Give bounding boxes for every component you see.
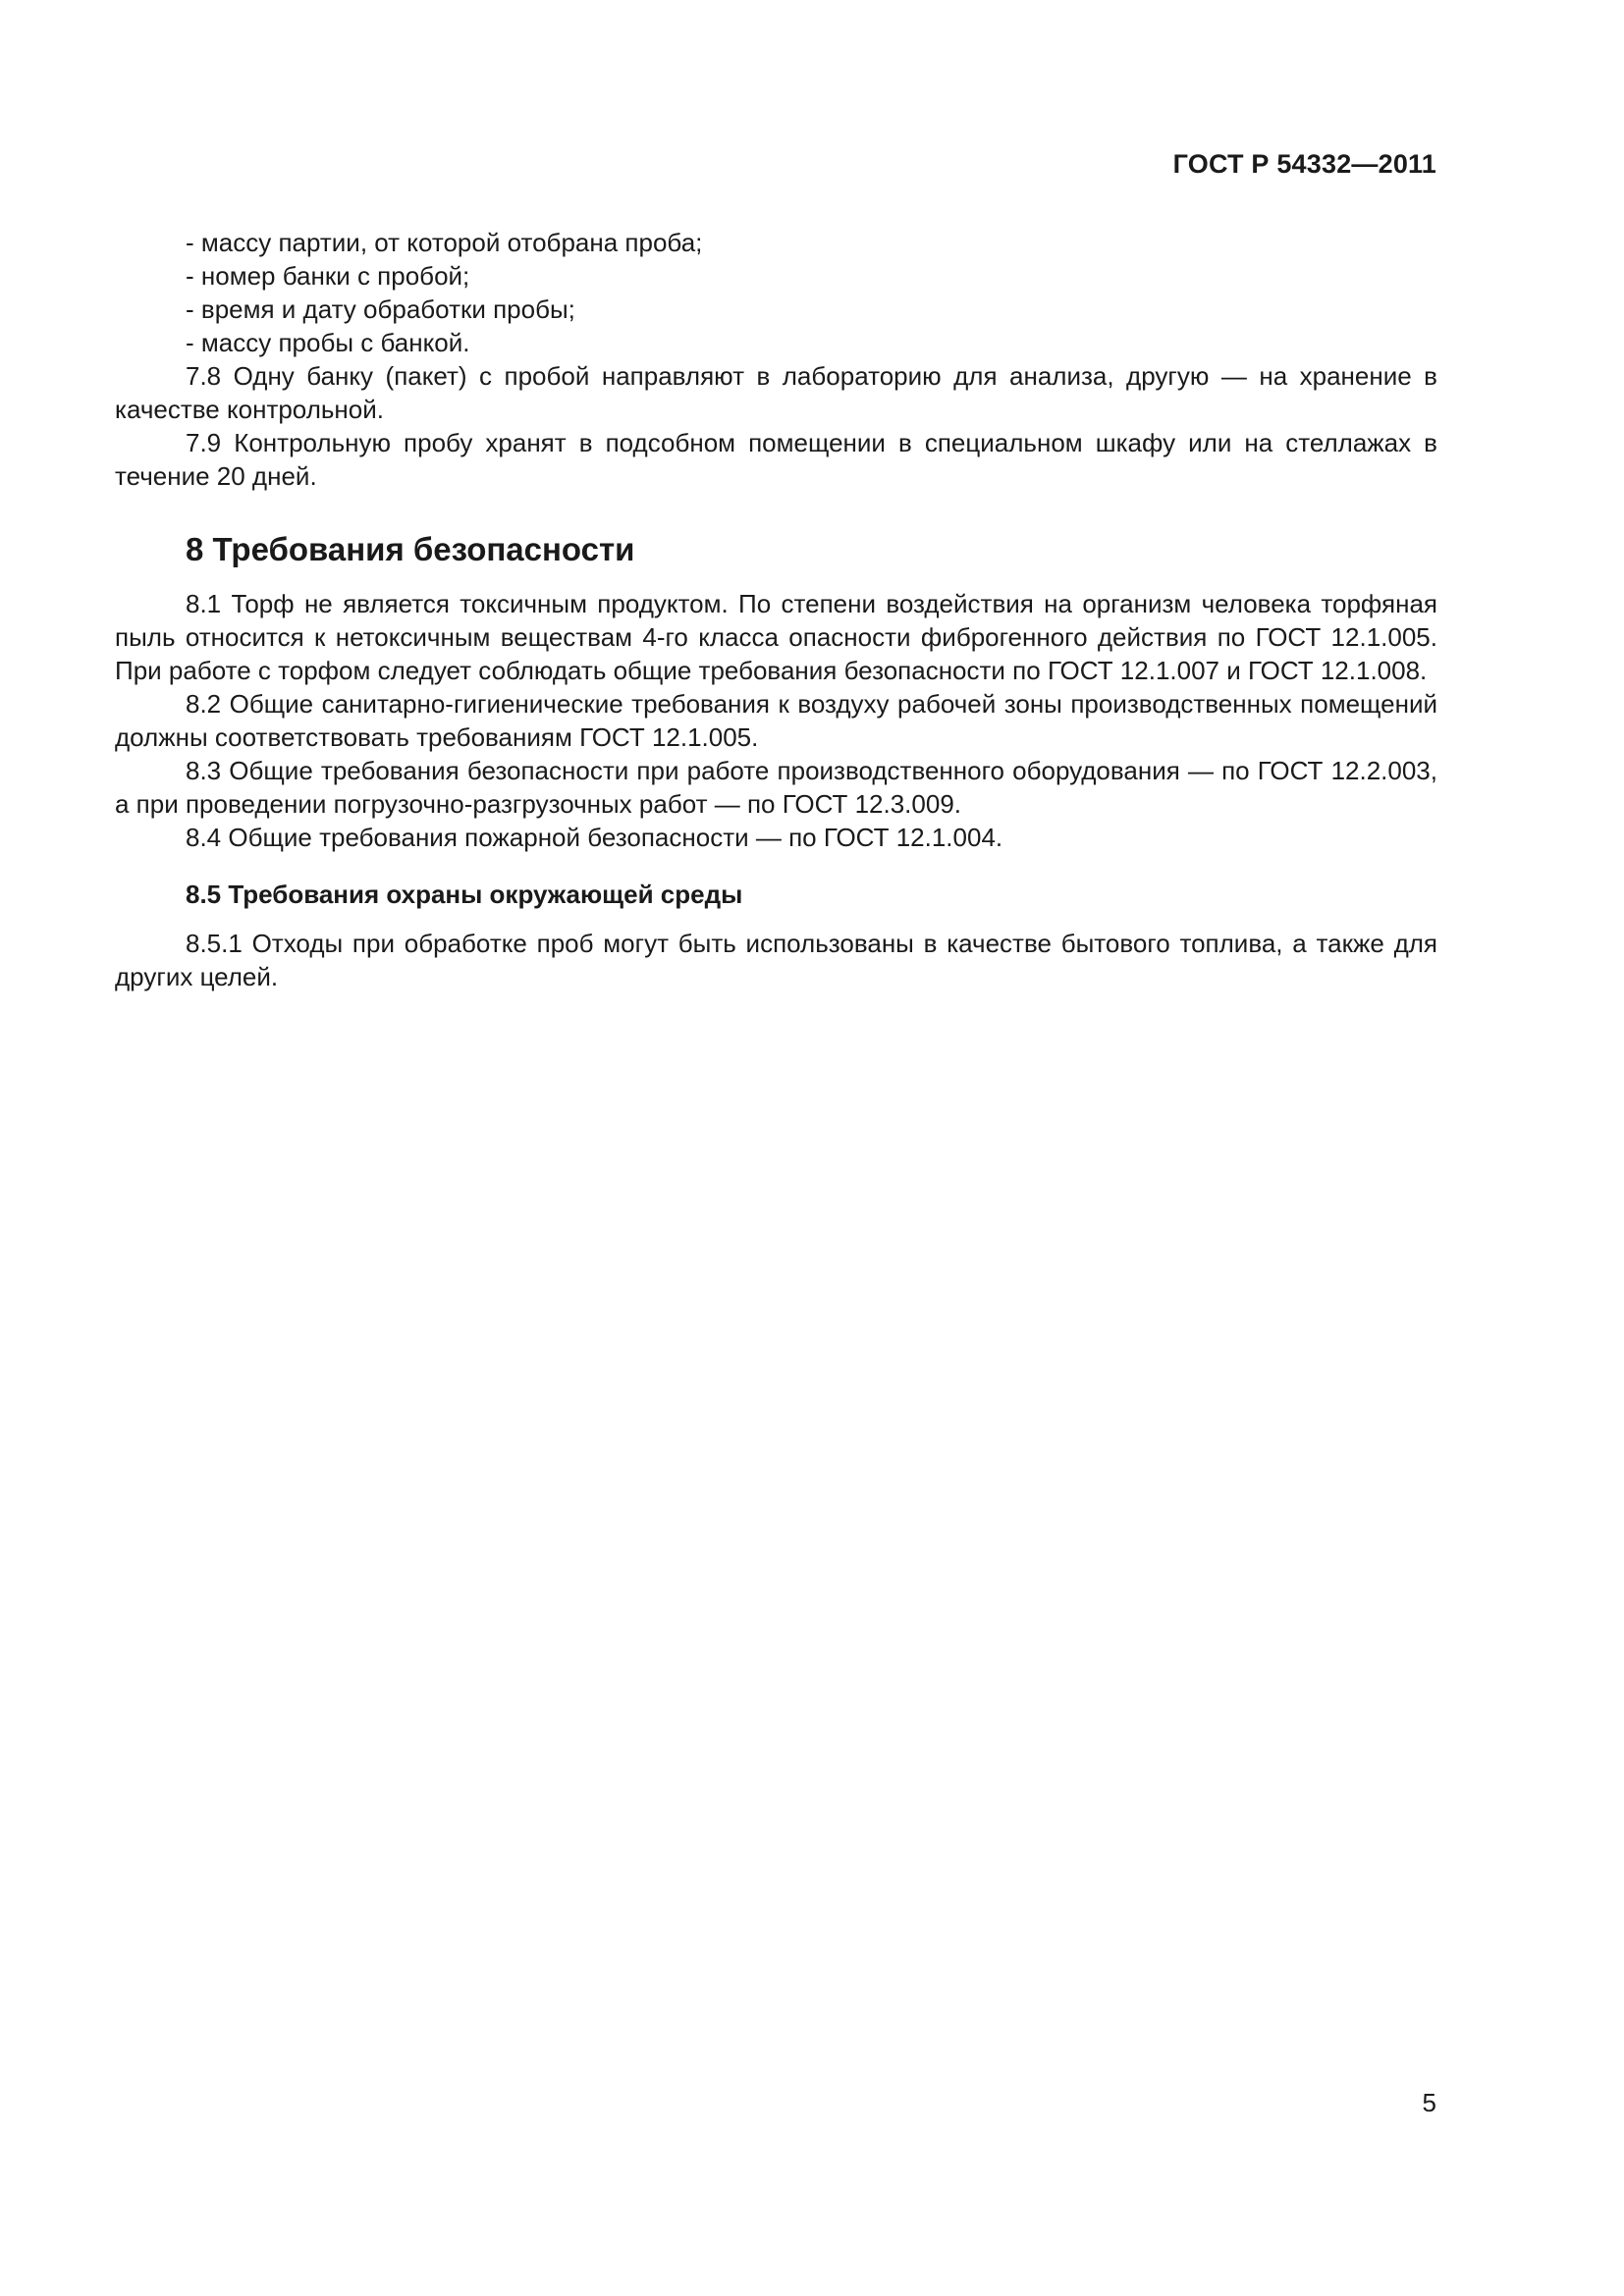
page-content [115, 226, 1437, 993]
subsection-title-8-5: 8.5 Требования охраны окружающей среды [186, 880, 743, 909]
paragraph-8-3: 8.3 Общие требования безопасности при работе производственного оборудования — по ГОСТ 12.2.003, а при проведении погрузочно-разгрузочных работ — по ГОСТ 12.3.009. [115, 756, 1437, 819]
paragraph-8-4: 8.4 Общие требования пожарной безопасности — по ГОСТ 12.1.004. [186, 823, 1003, 852]
paragraph-8-2: 8.2 Общие санитарно-гигиенические требования к воздуху рабочей зоны производственных помещений должны соответствовать требованиям ГОСТ 12.1.005. [115, 689, 1437, 752]
paragraph-7-8: 7.8 Одну банку (пакет) с пробой направляют в лабораторию для анализа, другую — на хранение в качестве контрольной. [115, 361, 1437, 424]
paragraph-7-9: 7.9 Контрольную пробу хранят в подсобном помещении в специальном шкафу или на стеллажах в течение 20 дней. [115, 428, 1437, 491]
document-code: ГОСТ Р 54332—2011 [1172, 149, 1436, 179]
paragraph-8-5-1: 8.5.1 Отходы при обработке проб могут быть использованы в качестве бытового топлива, а также для других целей. [115, 929, 1437, 991]
list-item: - время и дату обработки пробы; [186, 294, 575, 324]
paragraph-8-1: 8.1 Торф не является токсичным продуктом. По степени воздействия на организм человека торфяная пыль относится к нетоксичным веществам 4-го класса опасности фиброгенного действия по ГОСТ 12.1.005. При работе с торфом следует соблюдать общие требования безопасности по ГОСТ 12.1.007 и ГОСТ 12.1.008. [115, 589, 1437, 685]
page-number: 5 [1422, 2088, 1436, 2117]
list-item: - номер банки с пробой; [186, 261, 470, 291]
list-item: - массу пробы с банкой. [186, 328, 470, 357]
list-item: - массу партии, от которой отобрана проба; [186, 228, 703, 257]
section-title-8: 8 Требования безопасности [186, 531, 635, 567]
